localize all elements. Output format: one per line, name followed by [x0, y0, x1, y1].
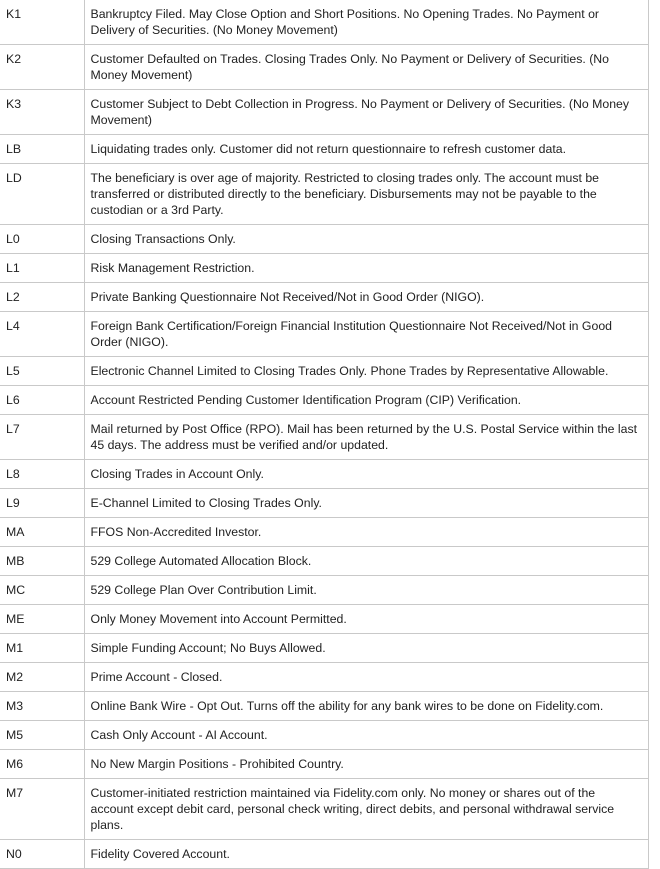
- table-row: [0, 460, 648, 489]
- table-row: [0, 547, 648, 576]
- restriction-code: M3: [0, 692, 84, 721]
- table-row: [0, 0, 648, 45]
- restriction-description: Simple Funding Account; No Buys Allowed.: [84, 634, 648, 663]
- restriction-code: MA: [0, 518, 84, 547]
- restriction-code: K1: [0, 0, 84, 45]
- table-row: [0, 45, 648, 90]
- restriction-description: Closing Transactions Only.: [84, 225, 648, 254]
- restriction-code: M2: [0, 663, 84, 692]
- restriction-code: L0: [0, 225, 84, 254]
- table-row: [0, 135, 648, 164]
- table-row: [0, 225, 648, 254]
- table-row: [0, 663, 648, 692]
- restriction-description: Customer Defaulted on Trades. Closing Trades Only. No Payment or Delivery of Securities. (No Money Movement): [84, 45, 648, 90]
- table-row: [0, 312, 648, 357]
- table-row: [0, 721, 648, 750]
- restriction-code: M5: [0, 721, 84, 750]
- restriction-description: Risk Management Restriction.: [84, 254, 648, 283]
- restriction-code: MC: [0, 576, 84, 605]
- table-row: [0, 386, 648, 415]
- restriction-description: Cash Only Account - AI Account.: [84, 721, 648, 750]
- restriction-description: Mail returned by Post Office (RPO). Mail has been returned by the U.S. Postal Service within the last 45 days. The address must be verified and/or updated.: [84, 415, 648, 460]
- restriction-description: The beneficiary is over age of majority. Restricted to closing trades only. The account must be transferred or distributed directly to the beneficiary. Disbursements may not be payable to the custodian or a 3rd Party.: [84, 164, 648, 225]
- restriction-description: E-Channel Limited to Closing Trades Only.: [84, 489, 648, 518]
- restriction-code: L8: [0, 460, 84, 489]
- restriction-description: Prime Account - Closed.: [84, 663, 648, 692]
- table-row: [0, 283, 648, 312]
- restriction-code: K2: [0, 45, 84, 90]
- table-row: [0, 840, 648, 869]
- restriction-description: Customer-initiated restriction maintained via Fidelity.com only. No money or shares out of the account except debit card, personal check writing, direct debits, and personal withdrawal service plans.: [84, 779, 648, 840]
- restriction-code: L4: [0, 312, 84, 357]
- table-row: [0, 750, 648, 779]
- restriction-code: L2: [0, 283, 84, 312]
- restriction-code: M1: [0, 634, 84, 663]
- restriction-code: M6: [0, 750, 84, 779]
- restriction-description: Online Bank Wire - Opt Out. Turns off the ability for any bank wires to be done on Fidelity.com.: [84, 692, 648, 721]
- restriction-description: FFOS Non-Accredited Investor.: [84, 518, 648, 547]
- table-row: [0, 518, 648, 547]
- table-row: [0, 605, 648, 634]
- table-row: [0, 634, 648, 663]
- restriction-code: L5: [0, 357, 84, 386]
- table-row: [0, 357, 648, 386]
- restriction-code: MB: [0, 547, 84, 576]
- restriction-description: Bankruptcy Filed. May Close Option and Short Positions. No Opening Trades. No Payment or Delivery of Securities. (No Money Movement): [84, 0, 648, 45]
- restriction-description: 529 College Automated Allocation Block.: [84, 547, 648, 576]
- restriction-description: Fidelity Covered Account.: [84, 840, 648, 869]
- restriction-code: N0: [0, 840, 84, 869]
- restriction-description: 529 College Plan Over Contribution Limit.: [84, 576, 648, 605]
- restriction-description: Customer Subject to Debt Collection in Progress. No Payment or Delivery of Securities. (No Money Movement): [84, 90, 648, 135]
- restriction-description: Foreign Bank Certification/Foreign Financial Institution Questionnaire Not Received/Not in Good Order (NIGO).: [84, 312, 648, 357]
- table-row: [0, 779, 648, 840]
- restriction-description: Private Banking Questionnaire Not Received/Not in Good Order (NIGO).: [84, 283, 648, 312]
- restriction-code: L9: [0, 489, 84, 518]
- restriction-code: ME: [0, 605, 84, 634]
- restriction-code: LD: [0, 164, 84, 225]
- restriction-description: Only Money Movement into Account Permitted.: [84, 605, 648, 634]
- table-row: [0, 164, 648, 225]
- table-row: [0, 692, 648, 721]
- restriction-code: K3: [0, 90, 84, 135]
- table-row: [0, 576, 648, 605]
- restriction-code: L1: [0, 254, 84, 283]
- table-row: [0, 90, 648, 135]
- restriction-description: Electronic Channel Limited to Closing Trades Only. Phone Trades by Representative Allowable.: [84, 357, 648, 386]
- restriction-description: No New Margin Positions - Prohibited Country.: [84, 750, 648, 779]
- restriction-description: Liquidating trades only. Customer did not return questionnaire to refresh customer data.: [84, 135, 648, 164]
- table-row: [0, 254, 648, 283]
- restriction-description: Closing Trades in Account Only.: [84, 460, 648, 489]
- restriction-code: M7: [0, 779, 84, 840]
- table-row: [0, 489, 648, 518]
- table-row: [0, 415, 648, 460]
- restriction-description: Account Restricted Pending Customer Identification Program (CIP) Verification.: [84, 386, 648, 415]
- restriction-code: LB: [0, 135, 84, 164]
- restriction-code: L7: [0, 415, 84, 460]
- restriction-code: L6: [0, 386, 84, 415]
